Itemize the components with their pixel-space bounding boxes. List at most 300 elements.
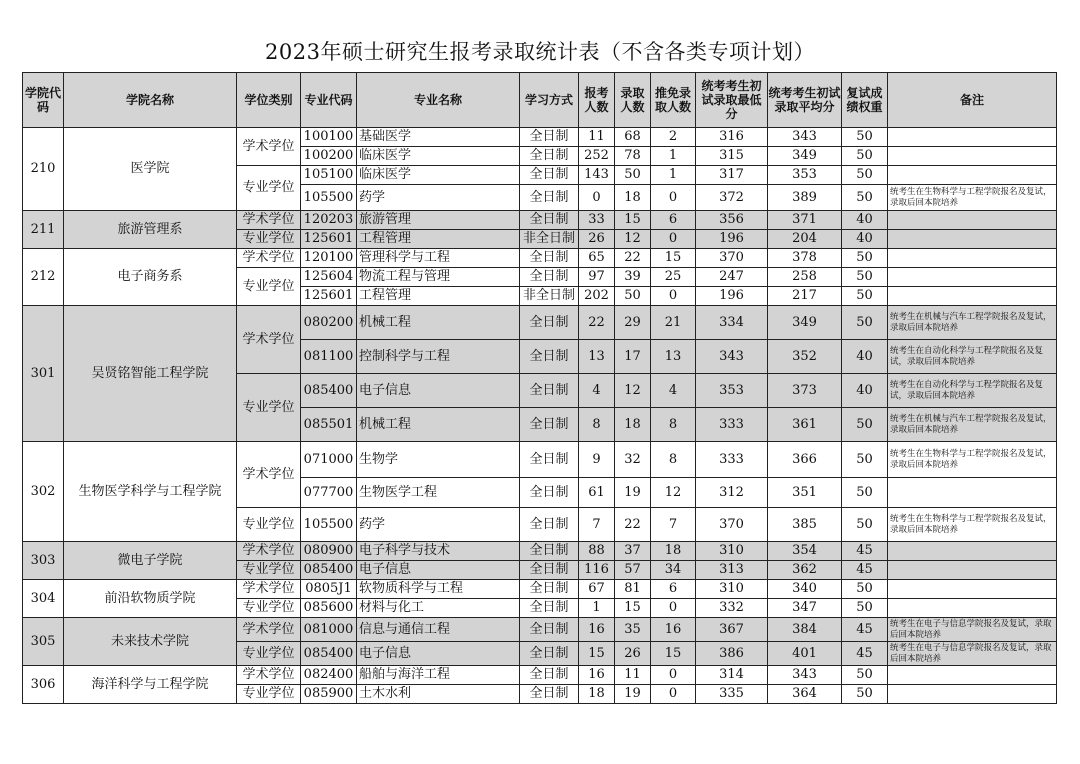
major-name-cell: 机械工程	[357, 306, 520, 340]
admitted-cell: 32	[615, 442, 651, 478]
header-cell: 推免录取人数	[651, 73, 696, 128]
exempt-cell: 15	[651, 642, 696, 666]
admitted-cell: 57	[615, 561, 651, 580]
weight-cell: 50	[842, 599, 888, 618]
applicants-cell: 202	[579, 287, 615, 306]
degree-type-cell: 专业学位	[237, 642, 301, 666]
exempt-cell: 8	[651, 442, 696, 478]
note-cell	[888, 287, 1057, 306]
note-cell	[888, 147, 1057, 166]
major-name-cell: 生物学	[357, 442, 520, 478]
admitted-cell: 68	[615, 128, 651, 147]
min-score-cell: 196	[696, 230, 768, 249]
table-row	[23, 249, 1057, 268]
study-mode-cell: 全日制	[520, 599, 579, 618]
college-code-cell: 211	[23, 211, 64, 249]
header-cell: 备注	[888, 73, 1057, 128]
college-name-cell: 未来技术学院	[64, 618, 237, 666]
applicants-cell: 11	[579, 128, 615, 147]
applicants-cell: 7	[579, 508, 615, 542]
college-name-cell: 微电子学院	[64, 542, 237, 580]
major-code-cell: 081000	[301, 618, 357, 642]
weight-cell: 50	[842, 408, 888, 442]
major-name-cell: 电子信息	[357, 561, 520, 580]
note-cell	[888, 599, 1057, 618]
major-name-cell: 信息与通信工程	[357, 618, 520, 642]
note-cell: 统考生在生物科学与工程学院报名及复试，录取后回本院培养	[888, 508, 1057, 542]
major-name-cell: 电子信息	[357, 374, 520, 408]
note-cell	[888, 211, 1057, 230]
header-cell: 学院代码	[23, 73, 64, 128]
avg-score-cell: 217	[768, 287, 842, 306]
exempt-cell: 16	[651, 618, 696, 642]
applicants-cell: 65	[579, 249, 615, 268]
min-score-cell: 333	[696, 442, 768, 478]
weight-cell: 50	[842, 128, 888, 147]
admitted-cell: 11	[615, 666, 651, 685]
avg-score-cell: 362	[768, 561, 842, 580]
exempt-cell: 13	[651, 340, 696, 374]
applicants-cell: 143	[579, 166, 615, 185]
major-code-cell: 100200	[301, 147, 357, 166]
min-score-cell: 196	[696, 287, 768, 306]
min-score-cell: 356	[696, 211, 768, 230]
admitted-cell: 19	[615, 478, 651, 508]
major-code-cell: 077700	[301, 478, 357, 508]
table-row	[23, 211, 1057, 230]
admitted-cell: 37	[615, 542, 651, 561]
college-code-cell: 303	[23, 542, 64, 580]
weight-cell: 50	[842, 685, 888, 704]
major-code-cell: 085900	[301, 685, 357, 704]
study-mode-cell: 全日制	[520, 561, 579, 580]
study-mode-cell: 全日制	[520, 374, 579, 408]
min-score-cell: 367	[696, 618, 768, 642]
min-score-cell: 316	[696, 128, 768, 147]
exempt-cell: 0	[651, 287, 696, 306]
header-cell: 统考考生初试录取最低分	[696, 73, 768, 128]
min-score-cell: 334	[696, 306, 768, 340]
study-mode-cell: 全日制	[520, 508, 579, 542]
major-code-cell: 081100	[301, 340, 357, 374]
note-cell: 统考生在生物科学与工程学院报名及复试，录取后回本院培养	[888, 185, 1057, 211]
table-row	[23, 542, 1057, 561]
exempt-cell: 8	[651, 408, 696, 442]
min-score-cell: 386	[696, 642, 768, 666]
major-code-cell: 120100	[301, 249, 357, 268]
degree-type-cell: 学术学位	[237, 306, 301, 374]
avg-score-cell: 361	[768, 408, 842, 442]
avg-score-cell: 366	[768, 442, 842, 478]
exempt-cell: 34	[651, 561, 696, 580]
study-mode-cell: 全日制	[520, 211, 579, 230]
degree-type-cell: 学术学位	[237, 666, 301, 685]
weight-cell: 40	[842, 211, 888, 230]
avg-score-cell: 258	[768, 268, 842, 287]
study-mode-cell: 全日制	[520, 685, 579, 704]
weight-cell: 45	[842, 642, 888, 666]
min-score-cell: 353	[696, 374, 768, 408]
study-mode-cell: 全日制	[520, 642, 579, 666]
study-mode-cell: 全日制	[520, 185, 579, 211]
degree-type-cell: 专业学位	[237, 508, 301, 542]
table-row	[23, 666, 1057, 685]
table-body	[23, 128, 1057, 704]
major-code-cell: 080900	[301, 542, 357, 561]
avg-score-cell: 204	[768, 230, 842, 249]
major-code-cell: 100100	[301, 128, 357, 147]
note-cell	[888, 166, 1057, 185]
table-row	[23, 618, 1057, 642]
admitted-cell: 35	[615, 618, 651, 642]
exempt-cell: 0	[651, 185, 696, 211]
major-code-cell: 080200	[301, 306, 357, 340]
applicants-cell: 13	[579, 340, 615, 374]
header-cell: 学习方式	[520, 73, 579, 128]
note-cell	[888, 561, 1057, 580]
study-mode-cell: 全日制	[520, 580, 579, 599]
min-score-cell: 370	[696, 249, 768, 268]
weight-cell: 50	[842, 147, 888, 166]
note-cell	[888, 542, 1057, 561]
applicants-cell: 88	[579, 542, 615, 561]
major-name-cell: 工程管理	[357, 230, 520, 249]
exempt-cell: 0	[651, 685, 696, 704]
admitted-cell: 22	[615, 249, 651, 268]
major-name-cell: 电子科学与技术	[357, 542, 520, 561]
note-cell: 统考生在生物科学与工程学院报名及复试，录取后回本院培养	[888, 442, 1057, 478]
weight-cell: 50	[842, 166, 888, 185]
degree-type-cell: 专业学位	[237, 599, 301, 618]
college-name-cell: 医学院	[64, 128, 237, 211]
major-code-cell: 071000	[301, 442, 357, 478]
applicants-cell: 0	[579, 185, 615, 211]
avg-score-cell: 349	[768, 306, 842, 340]
note-cell	[888, 268, 1057, 287]
study-mode-cell: 全日制	[520, 249, 579, 268]
avg-score-cell: 343	[768, 666, 842, 685]
avg-score-cell: 347	[768, 599, 842, 618]
note-cell	[888, 128, 1057, 147]
weight-cell: 50	[842, 508, 888, 542]
min-score-cell: 332	[696, 599, 768, 618]
admitted-cell: 19	[615, 685, 651, 704]
degree-type-cell: 学术学位	[237, 249, 301, 268]
degree-type-cell: 学术学位	[237, 580, 301, 599]
major-name-cell: 物流工程与管理	[357, 268, 520, 287]
table-row	[23, 128, 1057, 147]
table-row	[23, 580, 1057, 599]
major-name-cell: 电子信息	[357, 642, 520, 666]
applicants-cell: 22	[579, 306, 615, 340]
min-score-cell: 247	[696, 268, 768, 287]
applicants-cell: 26	[579, 230, 615, 249]
exempt-cell: 6	[651, 211, 696, 230]
admitted-cell: 29	[615, 306, 651, 340]
major-code-cell: 085600	[301, 599, 357, 618]
major-code-cell: 085501	[301, 408, 357, 442]
study-mode-cell: 全日制	[520, 128, 579, 147]
admitted-cell: 17	[615, 340, 651, 374]
applicants-cell: 67	[579, 580, 615, 599]
note-cell	[888, 580, 1057, 599]
avg-score-cell: 385	[768, 508, 842, 542]
avg-score-cell: 340	[768, 580, 842, 599]
major-code-cell: 125601	[301, 287, 357, 306]
header-cell: 学院名称	[64, 73, 237, 128]
avg-score-cell: 389	[768, 185, 842, 211]
major-name-cell: 工程管理	[357, 287, 520, 306]
major-code-cell: 085400	[301, 561, 357, 580]
header-cell: 录取人数	[615, 73, 651, 128]
note-cell: 统考生在电子与信息学院报名及复试，录取后回本院培养	[888, 618, 1057, 642]
table-row	[23, 442, 1057, 478]
avg-score-cell: 353	[768, 166, 842, 185]
note-cell: 统考生在电子与信息学院报名及复试，录取后回本院培养	[888, 642, 1057, 666]
min-score-cell: 313	[696, 561, 768, 580]
major-code-cell: 105500	[301, 185, 357, 211]
major-name-cell: 临床医学	[357, 147, 520, 166]
major-name-cell: 生物医学工程	[357, 478, 520, 508]
major-name-cell: 控制科学与工程	[357, 340, 520, 374]
min-score-cell: 310	[696, 542, 768, 561]
avg-score-cell: 364	[768, 685, 842, 704]
applicants-cell: 4	[579, 374, 615, 408]
header-row	[23, 73, 1057, 128]
min-score-cell: 310	[696, 580, 768, 599]
college-name-cell: 海洋科学与工程学院	[64, 666, 237, 704]
degree-type-cell: 学术学位	[237, 618, 301, 642]
admitted-cell: 50	[615, 287, 651, 306]
note-cell: 统考生在自动化科学与工程学院报名及复试，录取后回本院培养	[888, 374, 1057, 408]
study-mode-cell: 全日制	[520, 147, 579, 166]
degree-type-cell: 专业学位	[237, 230, 301, 249]
exempt-cell: 21	[651, 306, 696, 340]
college-name-cell: 吴贤铭智能工程学院	[64, 306, 237, 442]
weight-cell: 50	[842, 478, 888, 508]
admitted-cell: 18	[615, 408, 651, 442]
page-title: 2023年硕士研究生报考录取统计表（不含各类专项计划）	[265, 40, 815, 64]
weight-cell: 50	[842, 249, 888, 268]
college-code-cell: 304	[23, 580, 64, 618]
avg-score-cell: 401	[768, 642, 842, 666]
major-name-cell: 药学	[357, 185, 520, 211]
college-name-cell: 电子商务系	[64, 249, 237, 306]
applicants-cell: 252	[579, 147, 615, 166]
exempt-cell: 0	[651, 230, 696, 249]
weight-cell: 45	[842, 561, 888, 580]
min-score-cell: 372	[696, 185, 768, 211]
college-code-cell: 212	[23, 249, 64, 306]
avg-score-cell: 373	[768, 374, 842, 408]
study-mode-cell: 全日制	[520, 542, 579, 561]
applicants-cell: 18	[579, 685, 615, 704]
study-mode-cell: 全日制	[520, 340, 579, 374]
admitted-cell: 50	[615, 166, 651, 185]
study-mode-cell: 全日制	[520, 478, 579, 508]
min-score-cell: 315	[696, 147, 768, 166]
avg-score-cell: 352	[768, 340, 842, 374]
exempt-cell: 7	[651, 508, 696, 542]
exempt-cell: 12	[651, 478, 696, 508]
college-name-cell: 前沿软物质学院	[64, 580, 237, 618]
note-cell	[888, 685, 1057, 704]
exempt-cell: 0	[651, 666, 696, 685]
weight-cell: 50	[842, 442, 888, 478]
weight-cell: 45	[842, 618, 888, 642]
degree-type-cell: 专业学位	[237, 166, 301, 211]
applicants-cell: 8	[579, 408, 615, 442]
major-name-cell: 机械工程	[357, 408, 520, 442]
exempt-cell: 6	[651, 580, 696, 599]
exempt-cell: 0	[651, 599, 696, 618]
applicants-cell: 9	[579, 442, 615, 478]
degree-type-cell: 专业学位	[237, 561, 301, 580]
header-cell: 专业代码	[301, 73, 357, 128]
study-mode-cell: 非全日制	[520, 287, 579, 306]
college-name-cell: 旅游管理系	[64, 211, 237, 249]
study-mode-cell: 全日制	[520, 166, 579, 185]
weight-cell: 50	[842, 580, 888, 599]
major-name-cell: 软物质科学与工程	[357, 580, 520, 599]
avg-score-cell: 378	[768, 249, 842, 268]
avg-score-cell: 351	[768, 478, 842, 508]
major-name-cell: 临床医学	[357, 166, 520, 185]
avg-score-cell: 384	[768, 618, 842, 642]
major-code-cell: 082400	[301, 666, 357, 685]
major-code-cell: 125601	[301, 230, 357, 249]
min-score-cell: 343	[696, 340, 768, 374]
admitted-cell: 78	[615, 147, 651, 166]
study-mode-cell: 全日制	[520, 268, 579, 287]
table-row	[23, 306, 1057, 340]
applicants-cell: 33	[579, 211, 615, 230]
major-name-cell: 土木水利	[357, 685, 520, 704]
weight-cell: 40	[842, 230, 888, 249]
major-code-cell: 085400	[301, 642, 357, 666]
avg-score-cell: 349	[768, 147, 842, 166]
applicants-cell: 15	[579, 642, 615, 666]
degree-type-cell: 学术学位	[237, 128, 301, 166]
college-code-cell: 301	[23, 306, 64, 442]
weight-cell: 50	[842, 666, 888, 685]
header-cell: 学位类别	[237, 73, 301, 128]
min-score-cell: 314	[696, 666, 768, 685]
admitted-cell: 26	[615, 642, 651, 666]
study-mode-cell: 全日制	[520, 618, 579, 642]
college-code-cell: 302	[23, 442, 64, 542]
major-name-cell: 材料与化工	[357, 599, 520, 618]
admitted-cell: 12	[615, 230, 651, 249]
weight-cell: 40	[842, 374, 888, 408]
major-name-cell: 管理科学与工程	[357, 249, 520, 268]
header-cell: 报考人数	[579, 73, 615, 128]
applicants-cell: 116	[579, 561, 615, 580]
admitted-cell: 39	[615, 268, 651, 287]
weight-cell: 50	[842, 306, 888, 340]
study-mode-cell: 全日制	[520, 408, 579, 442]
major-code-cell: 085400	[301, 374, 357, 408]
major-code-cell: 125604	[301, 268, 357, 287]
college-code-cell: 305	[23, 618, 64, 666]
min-score-cell: 370	[696, 508, 768, 542]
header-cell: 复试成绩权重	[842, 73, 888, 128]
note-cell: 统考生在机械与汽车工程学院报名及复试，录取后回本院培养	[888, 408, 1057, 442]
major-code-cell: 120203	[301, 211, 357, 230]
weight-cell: 50	[842, 268, 888, 287]
note-cell	[888, 249, 1057, 268]
min-score-cell: 312	[696, 478, 768, 508]
degree-type-cell: 学术学位	[237, 442, 301, 508]
exempt-cell: 25	[651, 268, 696, 287]
applicants-cell: 61	[579, 478, 615, 508]
major-name-cell: 药学	[357, 508, 520, 542]
avg-score-cell: 371	[768, 211, 842, 230]
major-code-cell: 105500	[301, 508, 357, 542]
admitted-cell: 81	[615, 580, 651, 599]
admission-statistics-table	[22, 72, 1057, 704]
admitted-cell: 18	[615, 185, 651, 211]
degree-type-cell: 专业学位	[237, 268, 301, 306]
major-name-cell: 旅游管理	[357, 211, 520, 230]
min-score-cell: 335	[696, 685, 768, 704]
note-cell	[888, 230, 1057, 249]
weight-cell: 40	[842, 340, 888, 374]
avg-score-cell: 354	[768, 542, 842, 561]
major-code-cell: 105100	[301, 166, 357, 185]
header-cell: 统考考生初试录取平均分	[768, 73, 842, 128]
exempt-cell: 2	[651, 128, 696, 147]
note-cell	[888, 478, 1057, 508]
major-code-cell: 0805J1	[301, 580, 357, 599]
note-cell	[888, 666, 1057, 685]
study-mode-cell: 非全日制	[520, 230, 579, 249]
study-mode-cell: 全日制	[520, 442, 579, 478]
weight-cell: 50	[842, 287, 888, 306]
college-name-cell: 生物医学科学与工程学院	[64, 442, 237, 542]
weight-cell: 50	[842, 185, 888, 211]
exempt-cell: 18	[651, 542, 696, 561]
degree-type-cell: 专业学位	[237, 685, 301, 704]
major-name-cell: 船舶与海洋工程	[357, 666, 520, 685]
study-mode-cell: 全日制	[520, 666, 579, 685]
admitted-cell: 15	[615, 599, 651, 618]
applicants-cell: 97	[579, 268, 615, 287]
min-score-cell: 317	[696, 166, 768, 185]
exempt-cell: 1	[651, 166, 696, 185]
major-name-cell: 基础医学	[357, 128, 520, 147]
admitted-cell: 12	[615, 374, 651, 408]
applicants-cell: 1	[579, 599, 615, 618]
applicants-cell: 16	[579, 666, 615, 685]
exempt-cell: 1	[651, 147, 696, 166]
college-code-cell: 306	[23, 666, 64, 704]
degree-type-cell: 学术学位	[237, 211, 301, 230]
study-mode-cell: 全日制	[520, 306, 579, 340]
min-score-cell: 333	[696, 408, 768, 442]
note-cell: 统考生在自动化科学与工程学院报名及复试，录取后回本院培养	[888, 340, 1057, 374]
degree-type-cell: 学术学位	[237, 542, 301, 561]
college-code-cell: 210	[23, 128, 64, 211]
degree-type-cell: 专业学位	[237, 374, 301, 442]
admitted-cell: 22	[615, 508, 651, 542]
note-cell: 统考生在机械与汽车工程学院报名及复试，录取后回本院培养	[888, 306, 1057, 340]
exempt-cell: 4	[651, 374, 696, 408]
admitted-cell: 15	[615, 211, 651, 230]
avg-score-cell: 343	[768, 128, 842, 147]
header-cell: 专业名称	[357, 73, 520, 128]
applicants-cell: 16	[579, 618, 615, 642]
